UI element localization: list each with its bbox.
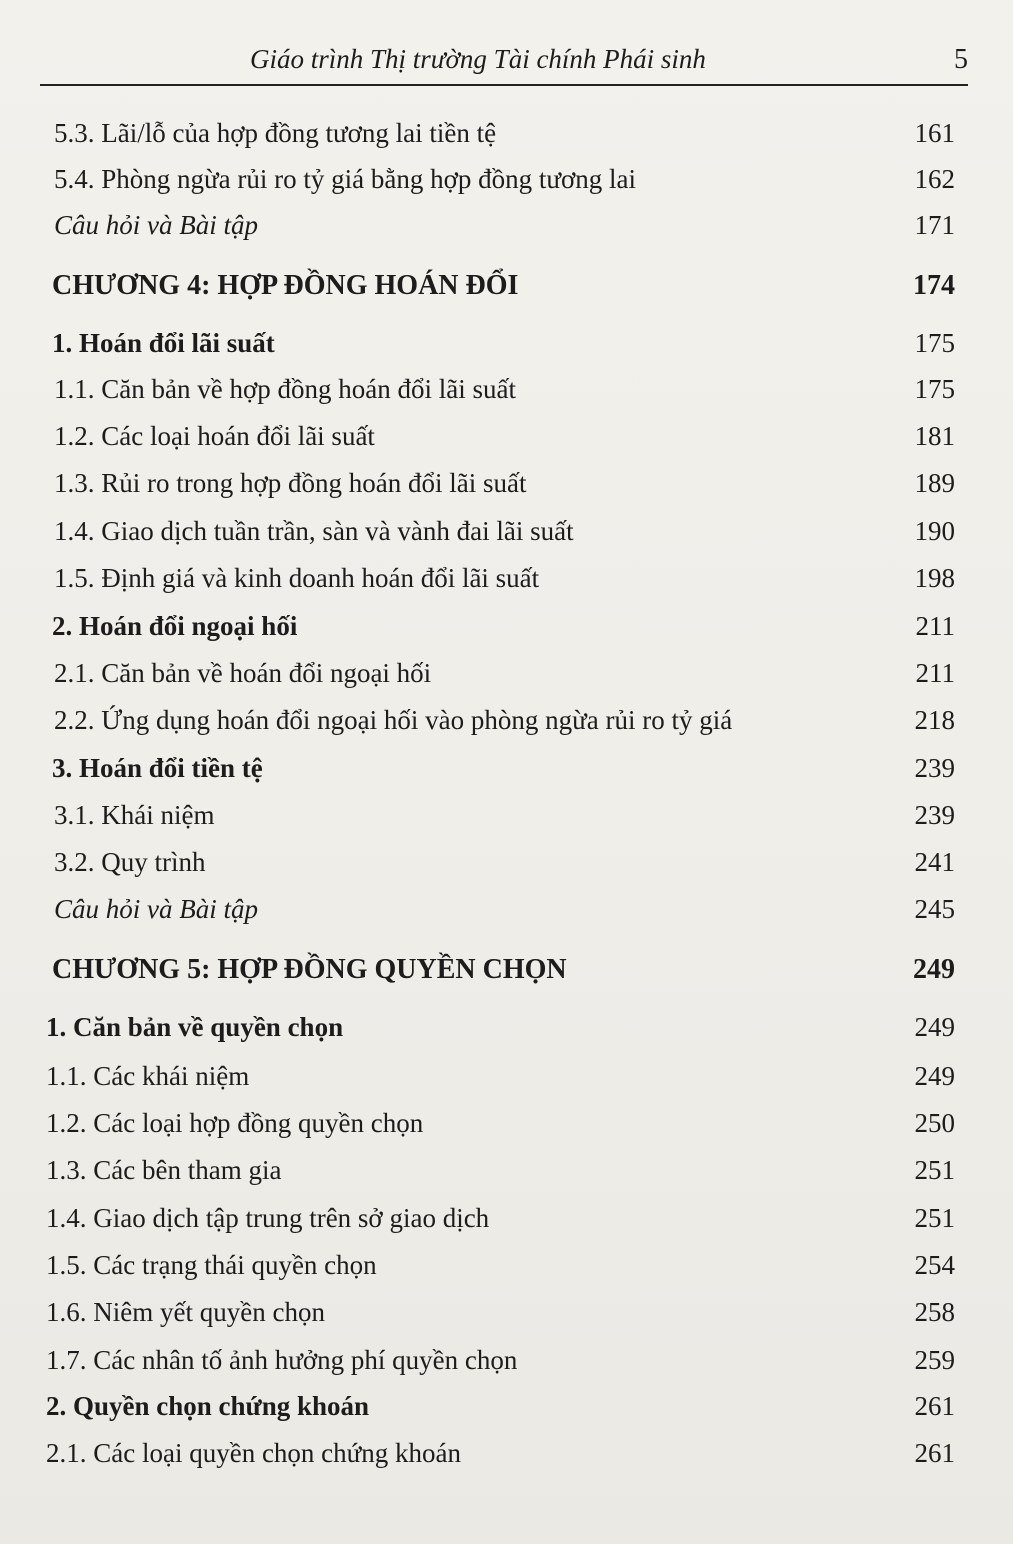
toc-entry-page: 259 — [914, 1345, 955, 1375]
toc-section-heading — [40, 1012, 955, 1052]
toc-entry — [40, 563, 955, 603]
toc-entry-title: 1.2. Các loại hoán đổi lãi suất — [54, 421, 375, 451]
toc-entry-page: 175 — [914, 328, 955, 358]
toc-entry — [40, 1345, 955, 1385]
toc-entry-page: 174 — [913, 270, 955, 301]
toc-entry-page: 251 — [914, 1155, 955, 1185]
toc-entry — [40, 516, 955, 556]
toc-entry-page: 261 — [914, 1438, 955, 1468]
toc-entry — [40, 800, 955, 840]
toc-entry-title: 3. Hoán đổi tiền tệ — [52, 753, 263, 783]
toc-entry-title: Câu hỏi và Bài tập — [54, 894, 258, 924]
toc-entry-title: 2.1. Căn bản về hoán đổi ngoại hối — [54, 658, 432, 688]
toc-entry-title: 1.4. Giao dịch tập trung trên sở giao dịch — [46, 1203, 490, 1233]
toc-section-heading — [40, 1391, 955, 1431]
toc-entry-title: 2. Hoán đổi ngoại hối — [52, 611, 298, 641]
toc-entry-page: 249 — [914, 1061, 955, 1091]
toc-entry-title: 1.2. Các loại hợp đồng quyền chọn — [46, 1108, 424, 1138]
toc-entry — [40, 847, 955, 887]
toc-entry — [40, 468, 955, 508]
toc-entry-page: 261 — [914, 1391, 955, 1421]
toc-entry-page: 211 — [915, 658, 955, 688]
toc-entry-page: 239 — [914, 753, 955, 783]
toc-entry-title: 1.4. Giao dịch tuần trần, sàn và vành đai lãi suất — [54, 516, 574, 546]
toc-entry-title: 1.1. Các khái niệm — [46, 1061, 250, 1091]
toc-entry — [40, 374, 955, 414]
toc-entry-page: 245 — [914, 894, 955, 924]
toc-entry-page: 258 — [914, 1297, 955, 1327]
toc-entry-title: CHƯƠNG 5: HỢP ĐỒNG QUYỀN CHỌN — [52, 954, 567, 985]
toc-entry-title: 1.3. Các bên tham gia — [46, 1155, 282, 1185]
toc-section-heading — [40, 611, 955, 651]
toc-entry — [40, 658, 955, 698]
toc-entry — [40, 1155, 955, 1195]
toc-entry — [40, 1108, 955, 1148]
toc-entry-page: 189 — [914, 468, 955, 498]
toc-entry-page: 239 — [914, 800, 955, 830]
toc-entry-title: 1.5. Các trạng thái quyền chọn — [46, 1250, 377, 1280]
toc-entry-page: 171 — [914, 210, 955, 240]
running-header — [40, 38, 968, 86]
toc-entry-title: 1. Hoán đổi lãi suất — [52, 328, 275, 358]
toc-entry — [40, 1297, 955, 1337]
toc-entry-title: CHƯƠNG 4: HỢP ĐỒNG HOÁN ĐỔI — [52, 270, 519, 301]
toc-chapter-heading — [40, 270, 955, 310]
toc-entry-page: 218 — [914, 705, 955, 735]
toc-entry-title: 1.1. Căn bản về hợp đồng hoán đổi lãi suất — [54, 374, 516, 404]
toc-entry-page: 198 — [914, 563, 955, 593]
toc-entry — [40, 164, 955, 204]
toc-entry-title: 1.5. Định giá và kinh doanh hoán đổi lãi suất — [54, 563, 540, 593]
toc-entry-title: 3.2. Quy trình — [54, 847, 206, 877]
toc-entry-page: 162 — [914, 164, 955, 194]
toc-entry-title: 1.7. Các nhân tố ảnh hưởng phí quyền chọn — [46, 1345, 518, 1375]
toc-entry-title: 3.1. Khái niệm — [54, 800, 215, 830]
toc-entry — [40, 1438, 955, 1478]
toc-entry-page: 251 — [914, 1203, 955, 1233]
toc-entry-page: 181 — [914, 421, 955, 451]
toc-entry-title: 1.6. Niêm yết quyền chọn — [46, 1297, 325, 1327]
toc-entry-title: Câu hỏi và Bài tập — [54, 210, 258, 240]
toc-entry-title: 2.1. Các loại quyền chọn chứng khoán — [46, 1438, 462, 1468]
toc-entry-page: 241 — [914, 847, 955, 877]
toc-section-heading — [40, 328, 955, 368]
toc-entry-page: 175 — [914, 374, 955, 404]
toc-entry — [40, 118, 955, 158]
toc-entry — [40, 705, 955, 745]
toc-entry — [40, 1061, 955, 1101]
toc-entry-exercises — [40, 894, 955, 934]
toc-entry-title: 1.3. Rủi ro trong hợp đồng hoán đổi lãi suất — [54, 468, 527, 498]
toc-entry-page: 190 — [914, 516, 955, 546]
toc-entry-page: 254 — [914, 1250, 955, 1280]
book-title: Giáo trình Thị trường Tài chính Phái sinh — [250, 44, 706, 74]
page-number: 5 — [954, 44, 968, 75]
toc-entry-page: 211 — [915, 611, 955, 641]
toc-entry-page: 249 — [913, 954, 955, 985]
toc-entry-page: 161 — [914, 118, 955, 148]
toc-entry-title: 5.4. Phòng ngừa rủi ro tỷ giá bằng hợp đồng tương lai — [54, 164, 637, 194]
toc-entry — [40, 1250, 955, 1290]
toc-entry-title: 2. Quyền chọn chứng khoán — [46, 1391, 370, 1421]
toc-chapter-heading — [40, 954, 955, 994]
toc-entry — [40, 1203, 955, 1243]
toc-entry-title: 5.3. Lãi/lỗ của hợp đồng tương lai tiền tệ — [54, 118, 497, 148]
toc-section-heading — [40, 753, 955, 793]
toc-entry-title: 1. Căn bản về quyền chọn — [46, 1012, 344, 1042]
toc-entry-page: 250 — [914, 1108, 955, 1138]
toc-entry-exercises — [40, 210, 955, 250]
toc-entry-page: 249 — [914, 1012, 955, 1042]
toc-entry-title: 2.2. Ứng dụng hoán đổi ngoại hối vào phòng ngừa rủi ro tỷ giá — [54, 705, 733, 735]
toc-entry — [40, 421, 955, 461]
